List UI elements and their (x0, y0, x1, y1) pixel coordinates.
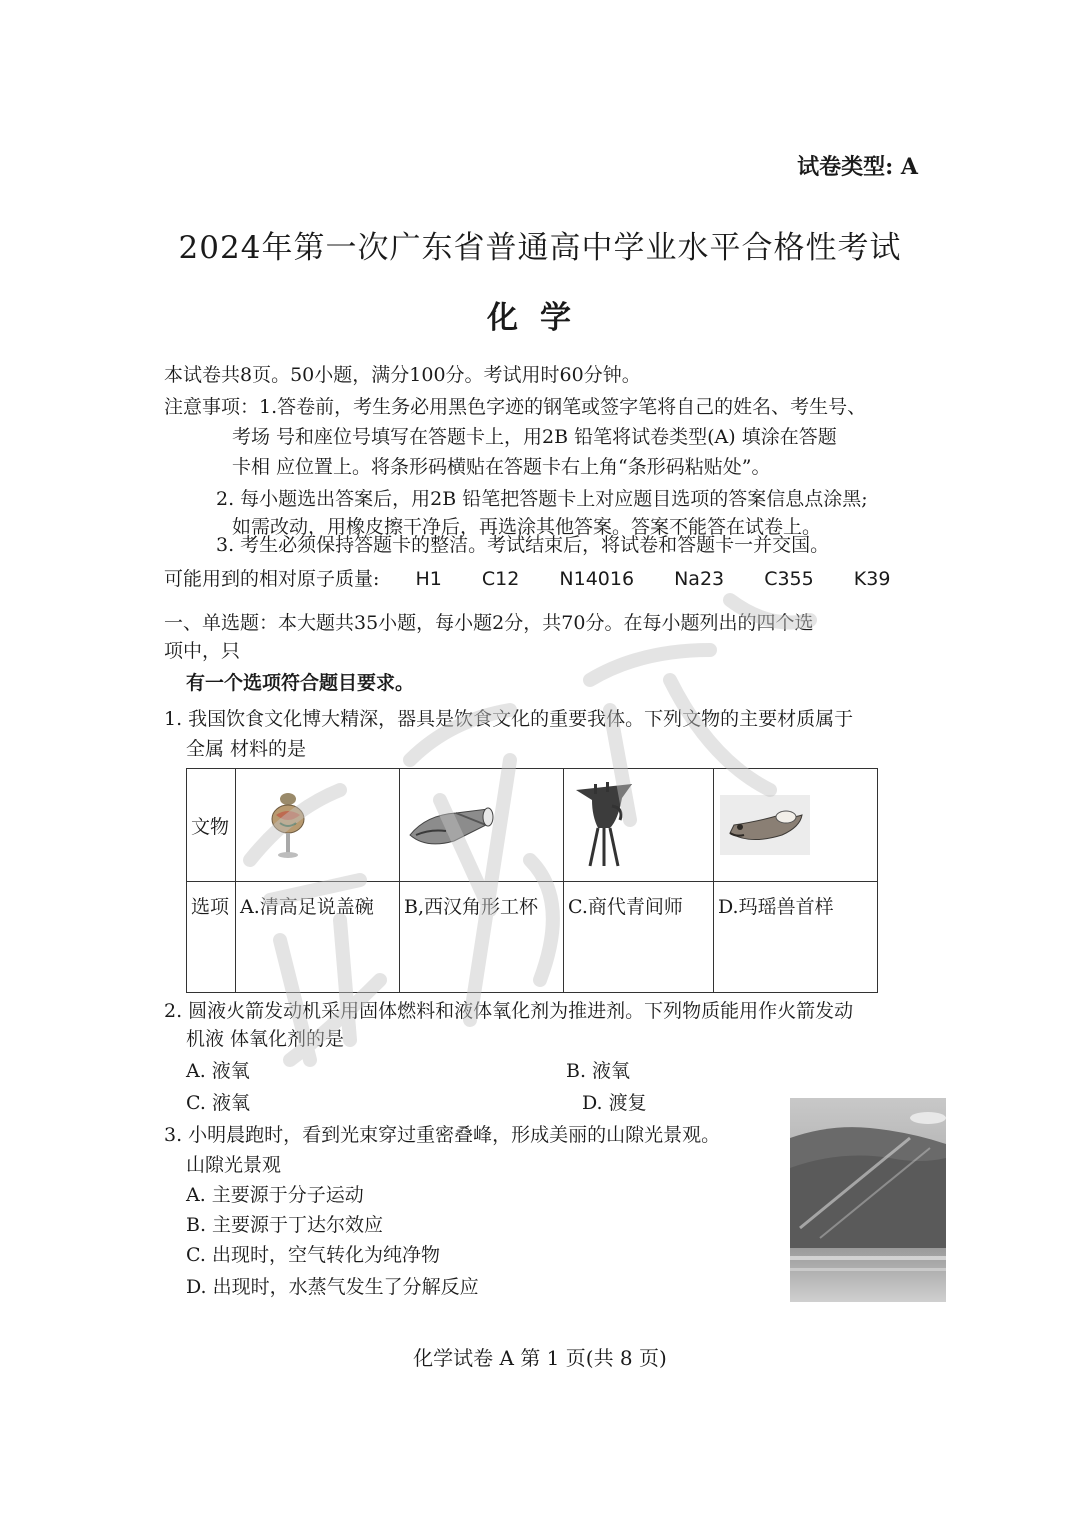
q2-option-a: A. 液氧 (186, 1060, 250, 1082)
notice-1c: 卡相 应位置上。将条形码横贴在答题卡右上角“条形码粘贴处”。 (232, 456, 771, 478)
atomic-mass-line (164, 564, 924, 594)
q3-option-d: D. 出现时，水蒸气发生了分解反应 (186, 1276, 479, 1298)
notice-1a: 1.答卷前，考生务必用黑色字迹的钢笔或签字笔将自己的姓名、考生号、 (259, 396, 867, 418)
q3-option-b: B. 主要源于丁达尔效应 (186, 1214, 384, 1236)
q2-stem-b: 机液 体氧化剂的是 (186, 1028, 345, 1050)
atomic-mass-na: Na23 (674, 568, 725, 590)
artifact-cell-b (400, 769, 564, 882)
artifact-cell-c (564, 769, 714, 882)
row-label-option: 选项 (187, 882, 236, 993)
q2-option-d: D. 渡复 (582, 1092, 647, 1114)
atomic-mass-n: N14016 (559, 568, 635, 590)
q1-option-c: C.商代青间师 (564, 882, 714, 993)
q1-stem-b: 全属 材料的是 (186, 738, 307, 760)
artifact-cell-a (236, 769, 400, 882)
q1-option-b: B,西汉角形工杯 (400, 882, 564, 993)
q1-stem-a: 1. 我国饮食文化博大精深，器具是饮食文化的重要我体。下列文物的主要材质属于 (164, 708, 854, 730)
atomic-mass-c: C12 (481, 568, 520, 590)
q1-artifact-table (186, 768, 878, 993)
q2-option-c: C. 液氧 (186, 1092, 250, 1114)
section1-header-b: 项中，只 (164, 640, 241, 662)
paper-type-label: 试卷类型: A (797, 154, 918, 180)
lidded-bowl-icon (260, 785, 320, 865)
q3-option-a: A. 主要源于分子运动 (186, 1184, 364, 1206)
q2-option-b: B. 液氧 (566, 1060, 631, 1082)
bronze-jue-icon (572, 780, 642, 870)
exam-title: 2024年第一次广东省普通高中学业水平合格性考试 (178, 230, 902, 266)
section1-header-c: 有一个选项符合题目要求。 (186, 672, 415, 694)
notice-2a: 2. 每小题选出答案后，用2B 铅笔把答题卡上对应题目选项的答案信息点涂黑; (216, 488, 868, 510)
q3-option-c: C. 出现时，空气转化为纯净物 (186, 1244, 440, 1266)
beast-head-cup-icon (720, 795, 810, 855)
atomic-mass-cl: C355 (764, 568, 814, 590)
atomic-mass-h: H1 (415, 568, 442, 590)
table-row (187, 882, 878, 993)
atomic-mass-label: 可能用到的相对原子质量: (164, 568, 380, 590)
mountain-light-photo (790, 1098, 946, 1302)
notice-2b: 如需改动，用橡皮擦干净后，再选涂其他答案。答案不能答在试卷上。 (232, 516, 822, 538)
section1-header-a: 一、单选题：本大题共35小题，每小题2分，共70分。在每小题列出的四个选 (164, 612, 814, 634)
q2-stem-a: 2. 圆液火箭发动机采用固体燃料和液体氧化剂为推进剂。下列物质能用作火箭发动 (164, 1000, 854, 1022)
artifact-cell-d (714, 769, 878, 882)
exam-summary: 本试卷共8页。50小题，满分100分。考试用时60分钟。 (164, 364, 641, 386)
page-footer: 化学试卷 A 第 1 页(共 8 页) (413, 1346, 667, 1370)
table-row (187, 769, 878, 882)
q1-option-d: D.玛瑶兽首样 (714, 882, 878, 993)
notice-line-1 (164, 392, 866, 422)
notice-label: 注意事项： (164, 396, 260, 418)
q3-stem-b: 山隙光景观 (186, 1154, 282, 1176)
row-label-artifact: 文物 (187, 769, 236, 882)
q1-option-a: A.清高足说盖碗 (236, 882, 400, 993)
notice-1b: 考场 号和座位号填写在答题卡上，用2B 铅笔将试卷类型(A) 填涂在答题 (232, 426, 837, 448)
subject-title: 化学 (487, 300, 593, 336)
q3-stem-a: 3. 小明晨跑时，看到光束穿过重密叠峰，形成美丽的山隙光景观。 (164, 1124, 721, 1146)
notice-3: 3. 考生必须保持答题卡的整洁。考试结束后，将试卷和答题卡一并交国。 (216, 534, 830, 556)
horn-cup-icon (406, 795, 496, 855)
atomic-mass-k: K39 (853, 568, 891, 590)
